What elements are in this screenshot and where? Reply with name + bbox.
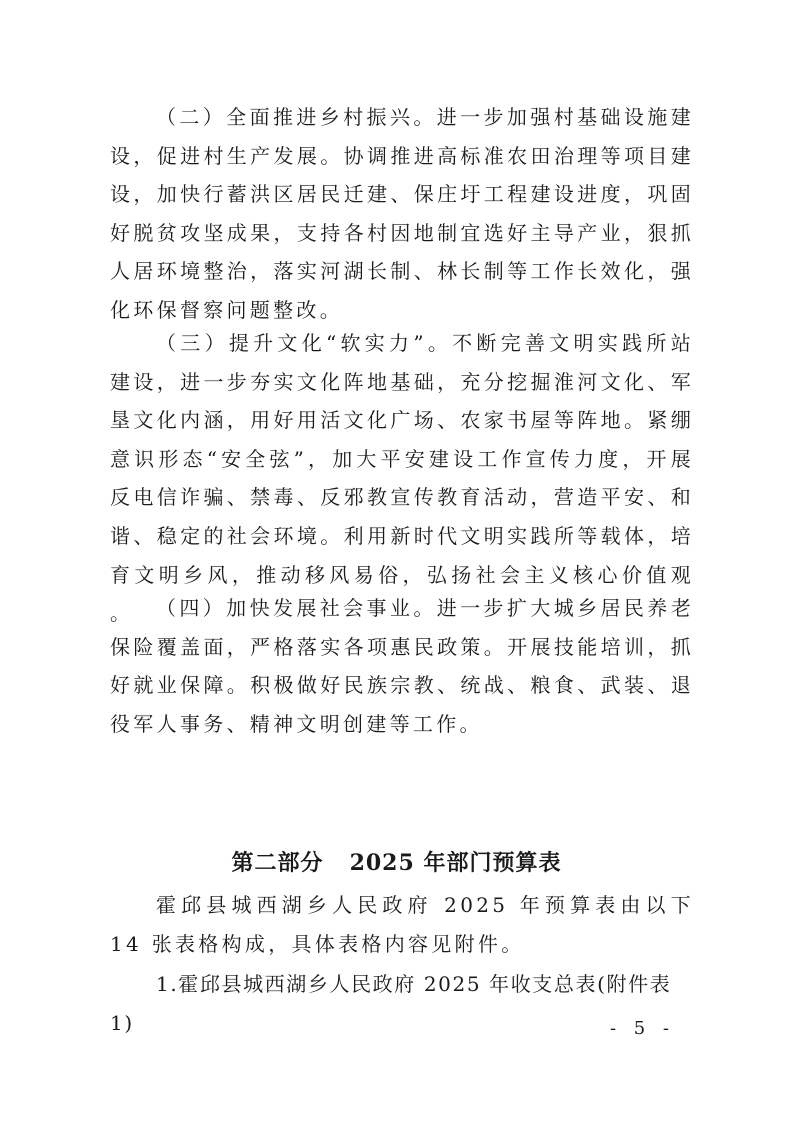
- part2-intro: 霍邱县城西湖乡人民政府 2025 年预算表由以下 14 张表格构成，具体表格内容见附件。: [110, 893, 694, 956]
- part2-heading: [0, 846, 793, 877]
- part2-heading-part: 第二部分: [231, 850, 324, 876]
- section-culture-soft-power: （三）提升文化“软实力”。不断完善文明实践所站建设，进一步夯实文化阵地基础，充分挖掘淮河文化、军垦文化内涵，用好用活文化广场、农家书屋等阵地。紧绷意识形态“安全弦”，加大平安建设工作宣传力度，开展反电信诈骗、禁毒、反邪教宣传教育活动，营造平安、和谐、稳定的社会环境。利用新时代文明实践所等载体，培育文明乡风，推动移风易俗，弘扬社会主义核心价值观 。: [110, 331, 694, 626]
- section-rural-revitalization: （二）全面推进乡村振兴。进一步加强村基础设施建设，促进村生产发展。协调推进高标准农田治理等项目建设，加快行蓄洪区居民迁建、保庄圩工程建设进度，巩固好脱贫攻坚成果，支持各村因地制宜选好主导产业，狠抓人居环境整治，落实河湖长制、林长制等工作长效化，强化环保督察问题整改。: [110, 105, 694, 322]
- table-list-item-1: 1.霍邱县城西湖乡人民政府 2025 年收支总表(附件表 1): [110, 972, 672, 1035]
- page-number: - 5 -: [609, 1018, 675, 1039]
- part2-heading-title: 2025 年部门预算表: [349, 850, 562, 876]
- section-social-affairs: （四）加快发展社会事业。进一步扩大城乡居民养老保险覆盖面，严格落实各项惠民政策。开展技能培训，抓好就业保障。积极做好民族宗教、统战、粮食、武装、退役军人事务、精神文明创建等工作。: [110, 596, 694, 736]
